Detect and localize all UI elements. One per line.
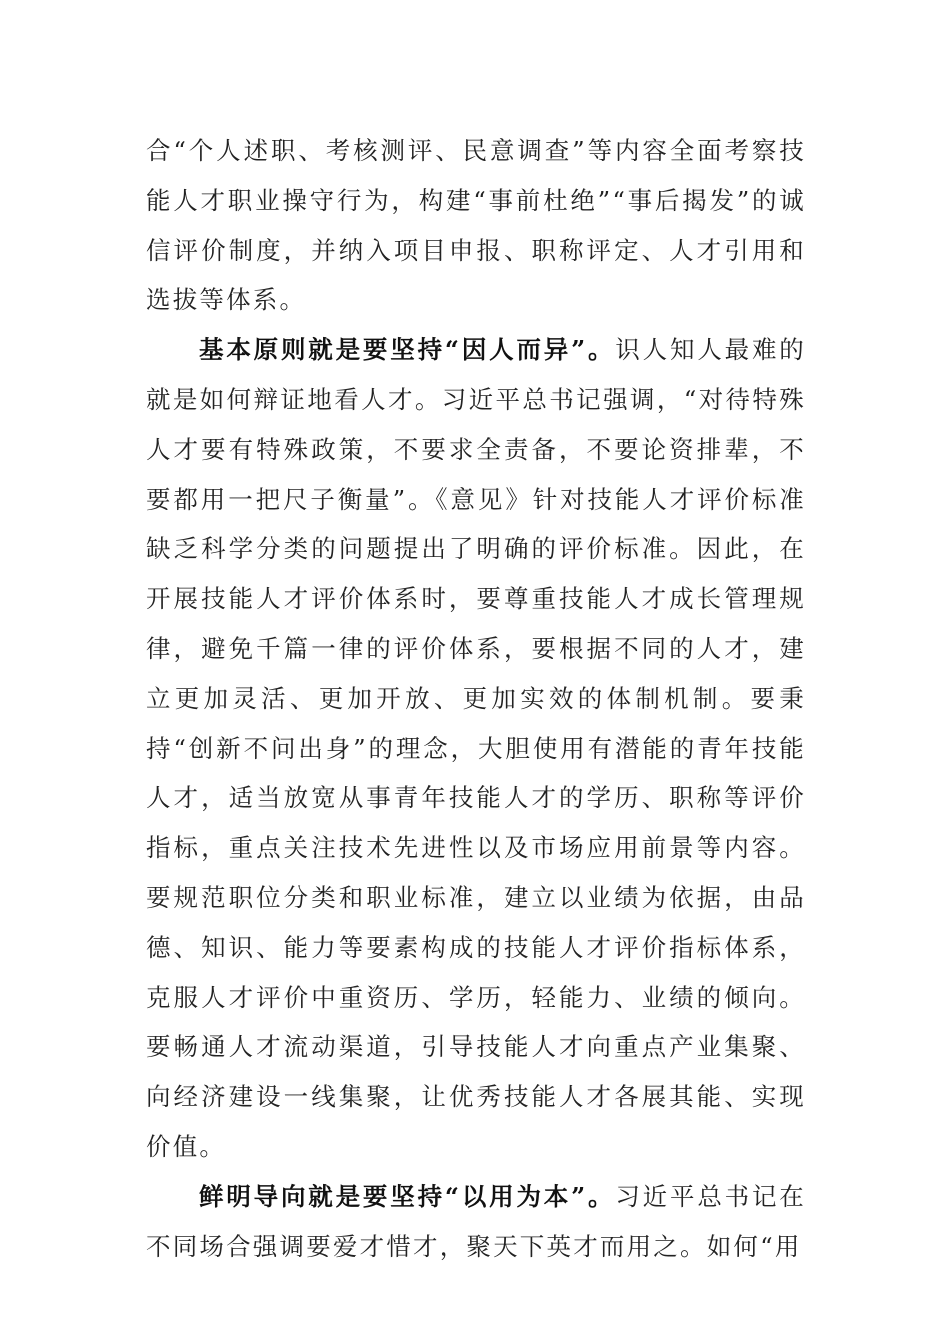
paragraph-clear-orientation	[146, 1172, 806, 1272]
paragraph-lead-heading: 鲜明导向就是要坚持“以用为本”。	[199, 1181, 616, 1211]
document-body	[146, 126, 806, 1271]
paragraph-lead-heading: 基本原则就是要坚持“因人而异”。	[199, 335, 616, 365]
paragraph-text: 识人知人最难的就是如何辩证地看人才。习近平总书记强调，“对待特殊人才要有特殊政策，不要求全责备，不要论资排辈，不要都用一把尺子衡量”。《意见》针对技能人才评价标准缺乏科学分类的问题提出了明确的评价标准。因此，在开展技能人才评价体系时，要尊重技能人才成长管理规律，避免千篇一律的评价体系，要根据不同的人才，建立更加灵活、更加开放、更加实效的体制机制。要秉持“创新不问出身”的理念，大胆使用有潜能的青年技能人才，适当放宽从事青年技能人才的学历、职称等评价指标，重点关注技术先进性以及市场应用前景等内容。要规范职位分类和职业标准，建立以业绩为依据，由品德、知识、能力等要素构成的技能人才评价指标体系，克服人才评价中重资历、学历，轻能力、业绩的倾向。要畅通人才流动渠道，引导技能人才向重点产业集聚、向经济建设一线集聚，让优秀技能人才各展其能、实现价值。	[146, 335, 806, 1161]
paragraph-text: 习近平总书记在不同场合强调要爱才惜才，聚天下英才而用之。如何“用	[146, 1181, 806, 1261]
paragraph-text: 合“个人述职、考核测评、民意调查”等内容全面考察技能人才职业操守行为，构建“事前杜绝”“事后揭发”的诚信评价制度，并纳入项目申报、职称评定、人才引用和选拔等体系。	[146, 136, 806, 315]
paragraph-basic-principle	[146, 325, 806, 1172]
paragraph-continuation	[146, 126, 806, 325]
